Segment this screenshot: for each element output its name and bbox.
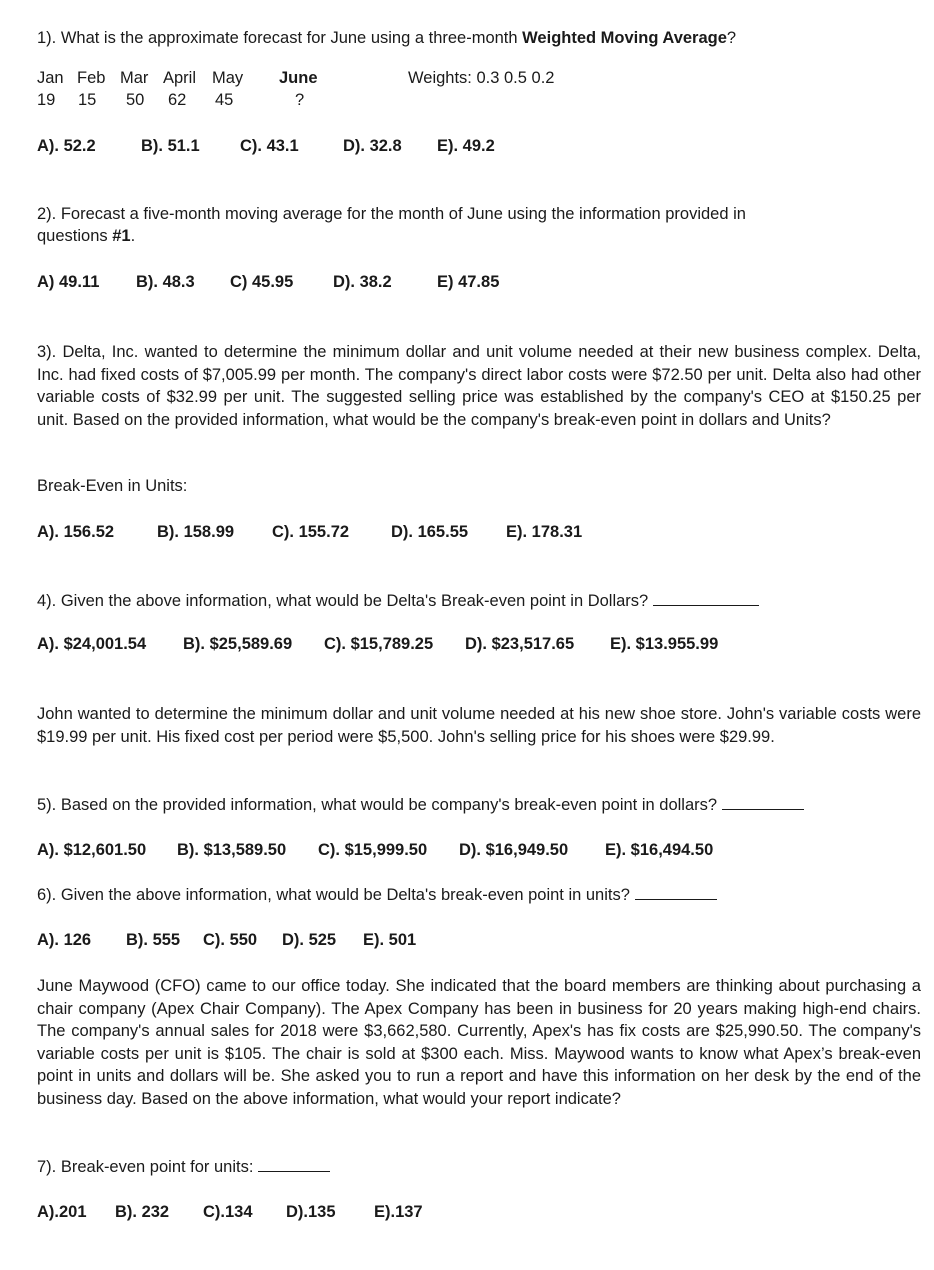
answer-blank — [258, 1157, 330, 1172]
answer-option: A). 126 — [37, 931, 92, 949]
answer-option: A). 156.52 — [37, 523, 115, 541]
answer-option: E) 47.85 — [437, 273, 500, 291]
q4-question — [37, 591, 759, 611]
answer-option: D). $16,949.50 — [459, 841, 569, 859]
month-label: April — [163, 69, 197, 87]
q6-question — [37, 885, 717, 905]
month-label: May — [212, 69, 244, 87]
q3-sub-label: Break-Even in Units: — [37, 477, 188, 495]
answer-option: D). 38.2 — [333, 273, 392, 291]
q2-question-ref: #1 — [112, 227, 131, 245]
john-scenario: John wanted to determine the minimum dollar and unit volume needed at his new shoe store. John's variable costs were $19.99 per unit. His fixed cost per period were $5,500. John's selling price for his shoes were $29.99. — [37, 705, 921, 746]
answer-option: E). $13.955.99 — [610, 635, 719, 653]
answer-option: B). 555 — [126, 931, 181, 949]
answer-blank — [653, 591, 759, 606]
answer-option: C). 550 — [203, 931, 258, 949]
answer-option: D).135 — [286, 1203, 336, 1221]
month-value: 45 — [215, 91, 234, 109]
answer-option: B). $13,589.50 — [177, 841, 287, 859]
answer-blank — [722, 795, 804, 810]
q1-question-prefix: 1). What is the approximate forecast for June using a three-month — [37, 29, 523, 47]
answer-option: E). $16,494.50 — [605, 841, 714, 859]
q5-question — [37, 795, 804, 815]
q2-question-cont-prefix: questions — [37, 227, 113, 245]
month-value: 19 — [37, 91, 56, 109]
weights-label: Weights: 0.3 0.5 0.2 — [408, 69, 555, 87]
answer-option: D). 165.55 — [391, 523, 469, 541]
q6-question-text: 6). Given the above information, what would be Delta's break-even point in units? — [37, 886, 630, 904]
answer-option: B). $25,589.69 — [183, 635, 293, 653]
answer-option: A). $24,001.54 — [37, 635, 147, 653]
answer-option: D). 32.8 — [343, 137, 402, 155]
answer-option: C).134 — [203, 1203, 253, 1221]
q7-question — [37, 1157, 330, 1177]
answer-option: A).201 — [37, 1203, 87, 1221]
target-month-label: June — [279, 69, 318, 87]
answer-option: A). $12,601.50 — [37, 841, 147, 859]
answer-option: C). 43.1 — [240, 137, 299, 155]
answer-option: E).137 — [374, 1203, 423, 1221]
answer-option: D). 525 — [282, 931, 337, 949]
answer-option: C). $15,999.50 — [318, 841, 428, 859]
month-label: Feb — [77, 69, 106, 87]
answer-option: B). 232 — [115, 1203, 170, 1221]
answer-blank — [635, 885, 717, 900]
q2-question-continued — [37, 227, 135, 246]
answer-option: D). $23,517.65 — [465, 635, 575, 653]
maywood-scenario: June Maywood (CFO) came to our office today. She indicated that the board members are thinking about purchasing a chair company (Apex Chair Company). The Apex Company has been in business for 20 years making high-end chairs. The company's annual sales for 2018 were $3,662,580. Currently, Apex's has fix costs are $25,990.50. The company's variable costs per unit is $105. The chair is sold at $300 each. Miss. Maywood wants to know what Apex’s break-even point in units and dollars will be. She asked you to run a report and have this information on her desk by the end of the business day. Based on the above information, what would your report indicate? — [37, 977, 921, 1108]
month-label: Mar — [120, 69, 149, 87]
month-value: 15 — [78, 91, 97, 109]
q2-question-cont-suffix: . — [130, 227, 136, 245]
answer-option: C). 155.72 — [272, 523, 350, 541]
month-label: Jan — [37, 69, 64, 87]
answer-option: B). 48.3 — [136, 273, 195, 291]
answer-option: E). 49.2 — [437, 137, 495, 155]
q1-question-bold: Weighted Moving Average — [522, 29, 727, 47]
answer-option: A). 52.2 — [37, 137, 96, 155]
answer-option: E). 178.31 — [506, 523, 583, 541]
q1-question-suffix: ? — [726, 29, 737, 47]
q3-question: 3). Delta, Inc. wanted to determine the minimum dollar and unit volume needed at their new business complex. Delta, Inc. had fixed costs of $7,005.99 per month. The company's direct labor costs were $72.50 per unit. Delta also had other variable costs of $32.99 per unit. The suggested selling price was established by the company's CEO at $150.25 per unit. Based on the provided information, what would be the company's break-even point in dollars and Units? — [37, 343, 921, 429]
answer-option: C). $15,789.25 — [324, 635, 434, 653]
month-value: 50 — [126, 91, 145, 109]
answer-option: B). 158.99 — [157, 523, 235, 541]
answer-option: B). 51.1 — [141, 137, 200, 155]
answer-option: A) 49.11 — [37, 273, 100, 291]
answer-option: C) 45.95 — [230, 273, 294, 291]
q5-question-text: 5). Based on the provided information, what would be company's break-even point in dollars? — [37, 796, 718, 814]
q2-question: 2). Forecast a five-month moving average for the month of June using the information provided in — [37, 205, 746, 223]
month-value: 62 — [168, 91, 187, 109]
q1-question — [37, 29, 736, 48]
target-month-value: ? — [295, 91, 305, 109]
q4-question-text: 4). Given the above information, what would be Delta's Break-even point in Dollars? — [37, 592, 649, 610]
q7-question-text: 7). Break-even point for units: — [37, 1158, 254, 1176]
answer-option: E). 501 — [363, 931, 417, 949]
